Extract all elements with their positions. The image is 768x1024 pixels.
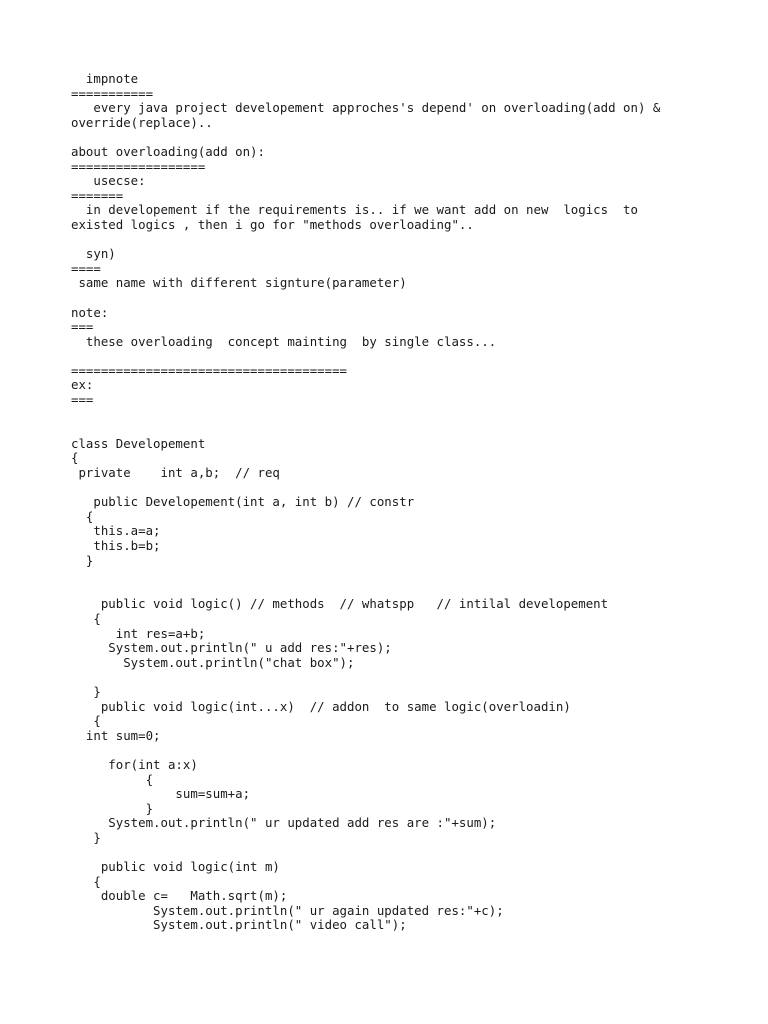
text-line: === xyxy=(71,392,94,408)
text-line: ======= xyxy=(71,187,124,203)
text-line: every java project developement approches's depend' on overloading(add on) & xyxy=(71,100,661,116)
text-line xyxy=(71,233,751,248)
text-line: syn) xyxy=(71,246,116,262)
text-line: System.out.println(" ur again updated res:"+c); xyxy=(71,902,504,918)
text-line: override(replace).. xyxy=(71,114,213,130)
text-line: { xyxy=(71,873,101,889)
text-line: } xyxy=(71,552,94,568)
text-line: { xyxy=(71,508,94,524)
text-line xyxy=(71,568,751,583)
text-line: { xyxy=(71,610,101,626)
text-line xyxy=(71,743,751,758)
text-line: this.a=a; xyxy=(71,523,161,539)
text-line xyxy=(71,422,751,437)
text-line: { xyxy=(71,450,79,466)
text-line: } xyxy=(71,829,101,845)
text-line xyxy=(71,845,751,860)
text-line xyxy=(71,670,751,685)
text-line: in developement if the requirements is.. if we want add on new logics to xyxy=(71,202,638,218)
text-line xyxy=(71,481,751,496)
text-line: ==== xyxy=(71,260,101,276)
text-line: ================== xyxy=(71,158,206,174)
text-line: existed logics , then i go for "methods overloading".. xyxy=(71,216,474,232)
text-line: === xyxy=(71,319,94,335)
text-line: System.out.println("chat box"); xyxy=(71,654,355,670)
text-line: impnote xyxy=(71,71,139,86)
text-line: System.out.println(" u add res:"+res); xyxy=(71,640,392,656)
text-line xyxy=(71,583,751,598)
text-line: { xyxy=(71,771,154,787)
text-line: note: xyxy=(71,304,109,320)
text-line: int res=a+b; xyxy=(71,625,206,641)
text-line: double c= Math.sqrt(m); xyxy=(71,888,288,904)
text-line xyxy=(71,349,751,364)
text-line: class Developement xyxy=(71,435,206,451)
text-line: public void logic() // methods // whatspp // intilal developement xyxy=(71,596,609,612)
text-line: public Developement(int a, int b) // constr xyxy=(71,494,415,510)
text-line: usecse: xyxy=(71,173,146,189)
text-line: ===================================== xyxy=(71,362,348,378)
text-line: same name with different signture(parameter) xyxy=(71,275,407,291)
text-line: public void logic(int m) xyxy=(71,859,280,875)
text-line: private int a,b; // req xyxy=(71,465,280,481)
text-line: } xyxy=(71,800,154,816)
text-line: this.b=b; xyxy=(71,538,161,553)
text-line: these overloading concept mainting by single class... xyxy=(71,333,497,349)
text-line xyxy=(71,408,751,423)
text-line: int sum=0; xyxy=(71,727,161,743)
text-line: System.out.println(" ur updated add res are :"+sum); xyxy=(71,815,497,831)
text-line: { xyxy=(71,713,101,729)
text-line: sum=sum+a; xyxy=(71,786,251,802)
document-page xyxy=(71,72,751,933)
text-line: public void logic(int...x) // addon to same logic(overloadin) xyxy=(71,698,571,714)
text-line: about overloading(add on): xyxy=(71,143,265,159)
text-line xyxy=(71,291,751,306)
text-line: System.out.println(" video call"); xyxy=(71,917,407,933)
text-line: =========== xyxy=(71,85,154,101)
text-line: ex: xyxy=(71,377,94,393)
text-line: } xyxy=(71,683,101,699)
text-line xyxy=(71,130,751,145)
text-line: for(int a:x) xyxy=(71,756,198,772)
